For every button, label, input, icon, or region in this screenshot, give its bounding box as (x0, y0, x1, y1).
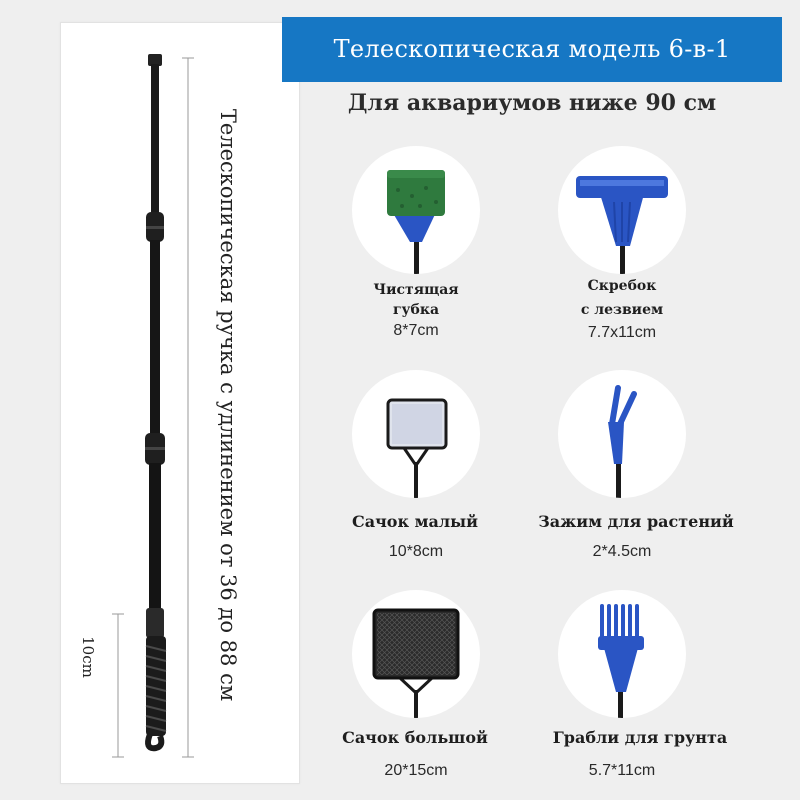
tool-sponge-size: 8*7cm (393, 322, 439, 339)
tool-plant-tongs-size: 2*4.5cm (592, 543, 652, 560)
page-title: Телескопическая модель 6-в-1 (333, 35, 731, 63)
grip-length-label: 10cm (79, 636, 97, 678)
small-net-icon (352, 370, 480, 498)
tool-large-net-label: Сачок большой (342, 728, 488, 747)
page-subtitle: Для аквариумов ниже 90 см (347, 90, 717, 116)
tool-scraper-image (558, 146, 686, 274)
tool-gravel-rake-label: Грабли для грунта (552, 728, 728, 747)
large-net-icon (352, 590, 480, 718)
handle-length-label: Телескопическая ручка с удлинением от 36 до 88 см (216, 108, 240, 702)
tool-sponge-label-2: губка (392, 302, 440, 318)
tool-large-net-image (352, 590, 480, 718)
tool-sponge-label-1: Чистящая (373, 282, 459, 298)
tool-plant-tongs-label: Зажим для растений (538, 512, 734, 531)
tool-gravel-rake-image (558, 590, 686, 718)
scraper-icon (558, 146, 686, 274)
tool-small-net-image (352, 370, 480, 498)
tool-scraper-label-1: Скребок (587, 278, 657, 294)
tool-large-net-size: 20*15cm (384, 762, 448, 779)
tool-small-net-label: Сачок малый (351, 512, 479, 531)
tool-small-net-size: 10*8cm (388, 543, 444, 560)
sponge-icon (352, 146, 480, 274)
gravel-rake-icon (558, 590, 686, 718)
tool-scraper-size: 7.7x11cm (587, 324, 657, 341)
tool-sponge-image (352, 146, 480, 274)
tool-plant-tongs-image (558, 370, 686, 498)
plant-tongs-icon (558, 370, 686, 498)
tool-scraper-label-2: с лезвием (580, 302, 664, 318)
tool-gravel-rake-size: 5.7*11cm (588, 762, 656, 779)
